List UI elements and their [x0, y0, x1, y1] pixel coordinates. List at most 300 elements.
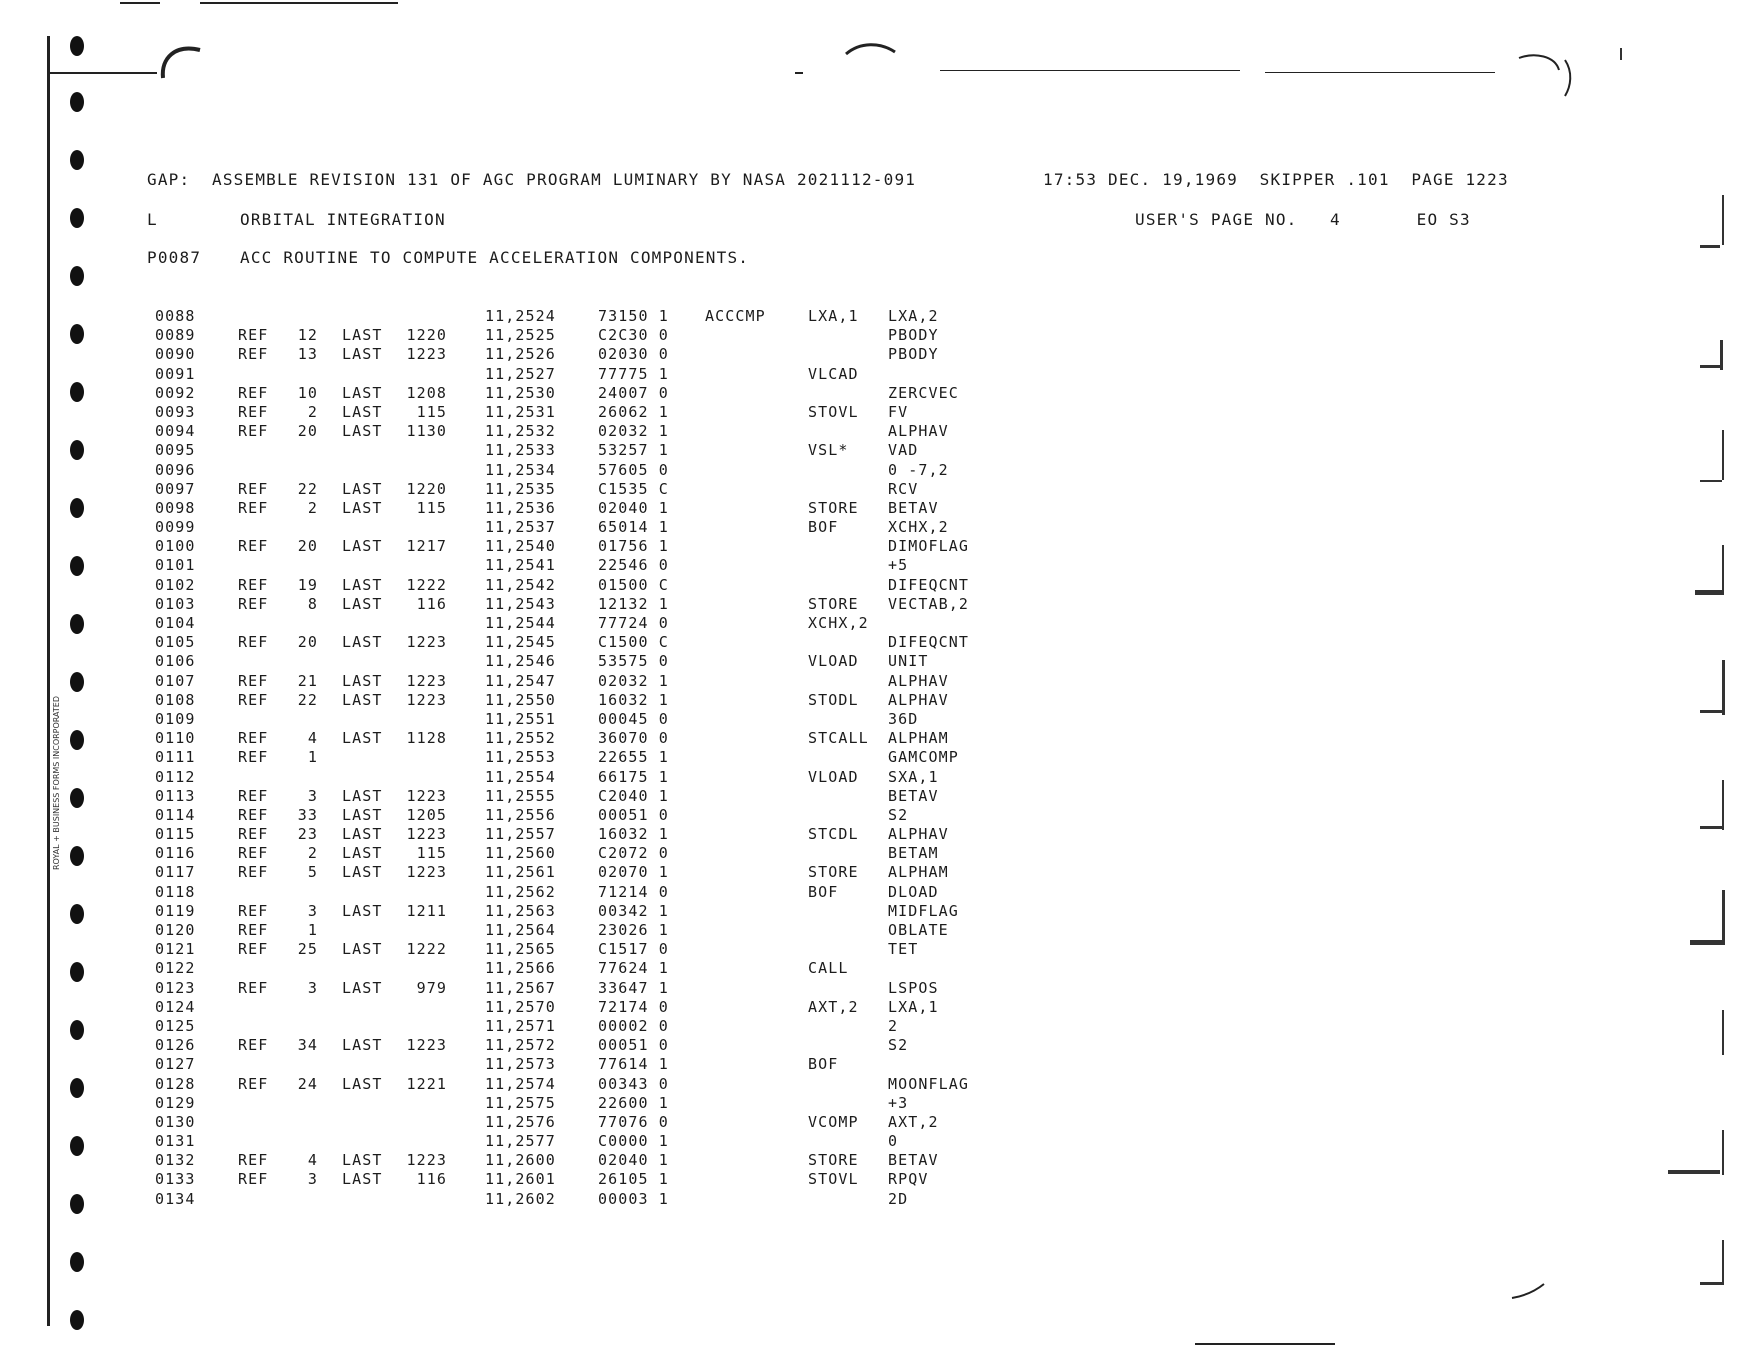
- header-section-letter: L: [147, 210, 158, 229]
- operand: RPQV: [888, 1170, 929, 1189]
- operand: BETAM: [888, 844, 939, 863]
- scan-artifact: [1700, 480, 1722, 482]
- ref-count: 20: [297, 633, 318, 652]
- last-page: 1223: [406, 1151, 447, 1170]
- last-keyword: LAST: [342, 805, 383, 824]
- ref-keyword: REF: [238, 633, 269, 652]
- ref-keyword: REF: [238, 402, 269, 421]
- last-keyword: LAST: [342, 901, 383, 920]
- ref-count: 8: [307, 594, 318, 613]
- opcode: STCDL: [808, 825, 859, 844]
- line-number: 0128: [155, 1074, 196, 1093]
- octal-word: 22600 1: [598, 1093, 669, 1112]
- line-number: 0104: [155, 614, 196, 632]
- last-keyword: LAST: [342, 498, 383, 517]
- octal-word: 16032 1: [598, 690, 669, 709]
- ref-count: 12: [297, 326, 318, 345]
- ref-count: 1: [307, 748, 318, 767]
- feed-hole: [70, 962, 84, 982]
- octal-word: 26062 1: [598, 402, 669, 421]
- feed-hole: [70, 788, 84, 808]
- last-page: 115: [416, 498, 447, 517]
- line-number: 0122: [155, 959, 196, 978]
- line-number: 0113: [155, 786, 196, 805]
- form-imprint: ROYAL + BUSINESS FORMS INCORPORATED: [52, 696, 61, 870]
- line-number: 0115: [155, 825, 196, 844]
- tear-line: [1265, 72, 1495, 73]
- ref-keyword: REF: [238, 690, 269, 709]
- line-number: 0097: [155, 479, 196, 498]
- operand: LXA,2: [888, 307, 939, 325]
- feed-hole: [70, 208, 84, 228]
- last-keyword: LAST: [342, 825, 383, 844]
- memory-address: 11,2574: [485, 1074, 556, 1093]
- last-page: 1223: [406, 671, 447, 690]
- operand: 0: [888, 1132, 899, 1151]
- octal-word: 24007 0: [598, 383, 669, 402]
- octal-word: 16032 1: [598, 825, 669, 844]
- operand: ALPHAV: [888, 671, 949, 690]
- memory-address: 11,2546: [485, 652, 556, 671]
- last-page: 1220: [406, 326, 447, 345]
- opcode: LXA,1: [808, 307, 859, 325]
- ref-keyword: REF: [238, 844, 269, 863]
- memory-address: 11,2552: [485, 729, 556, 748]
- ref-keyword: REF: [238, 575, 269, 594]
- memory-address: 11,2525: [485, 326, 556, 345]
- operand: GAMCOMP: [888, 748, 959, 767]
- operand: OBLATE: [888, 921, 949, 939]
- ref-keyword: REF: [238, 825, 269, 844]
- scan-artifact: [1722, 195, 1724, 245]
- scan-artifact: [1722, 890, 1725, 945]
- feed-hole: [70, 498, 84, 518]
- operand: BETAV: [888, 498, 939, 517]
- last-keyword: LAST: [342, 671, 383, 690]
- last-keyword: LAST: [342, 940, 383, 959]
- paper-curl-mark: [155, 38, 215, 88]
- operand: DLOAD: [888, 882, 939, 901]
- last-page: 979: [416, 978, 447, 997]
- line-number: 0110: [155, 729, 196, 748]
- last-keyword: LAST: [342, 479, 383, 498]
- header-user-page: USER'S PAGE NO. 4 EO S3: [1135, 210, 1471, 229]
- last-keyword: LAST: [342, 402, 383, 421]
- scan-artifact: [1695, 590, 1723, 595]
- operand: DIMOFLAG: [888, 537, 970, 556]
- octal-word: 72174 0: [598, 997, 669, 1016]
- last-page: 1223: [406, 863, 447, 882]
- feed-hole: [70, 846, 84, 866]
- ref-keyword: REF: [238, 498, 269, 517]
- operand: LXA,1: [888, 997, 939, 1016]
- memory-address: 11,2553: [485, 748, 556, 767]
- last-page: 1223: [406, 690, 447, 709]
- octal-word: 01500 C: [598, 575, 669, 594]
- octal-word: C2072 0: [598, 844, 669, 863]
- memory-address: 11,2566: [485, 959, 556, 978]
- paper-curl-mark: [1515, 52, 1575, 102]
- header-date-page: 17:53 DEC. 19,1969 SKIPPER .101 PAGE 1223: [1043, 170, 1509, 189]
- line-number: 0108: [155, 690, 196, 709]
- ref-keyword: REF: [238, 748, 269, 767]
- scan-artifact: [1722, 430, 1724, 480]
- ref-count: 13: [297, 345, 318, 364]
- last-keyword: LAST: [342, 345, 383, 364]
- paper-curl-mark: [840, 38, 900, 78]
- ref-count: 3: [307, 978, 318, 997]
- last-page: 115: [416, 402, 447, 421]
- feed-hole: [70, 556, 84, 576]
- octal-word: 36070 0: [598, 729, 669, 748]
- scan-artifact: [1700, 365, 1722, 368]
- operand: UNIT: [888, 652, 929, 671]
- operand: MOONFLAG: [888, 1074, 970, 1093]
- opcode: VLOAD: [808, 767, 859, 786]
- operand: SXA,1: [888, 767, 939, 786]
- last-page: 1222: [406, 940, 447, 959]
- last-keyword: LAST: [342, 1151, 383, 1170]
- operand: +5: [888, 556, 909, 575]
- memory-address: 11,2570: [485, 997, 556, 1016]
- opcode: CALL: [808, 959, 849, 978]
- ref-count: 3: [307, 1170, 318, 1189]
- feed-hole: [70, 150, 84, 170]
- octal-word: 77614 1: [598, 1055, 669, 1074]
- octal-word: 53575 0: [598, 652, 669, 671]
- octal-word: 65014 1: [598, 518, 669, 537]
- memory-address: 11,2530: [485, 383, 556, 402]
- octal-word: 00002 0: [598, 1016, 669, 1035]
- ref-keyword: REF: [238, 594, 269, 613]
- scan-artifact: [1700, 710, 1722, 713]
- line-number: 0105: [155, 633, 196, 652]
- line-number: 0109: [155, 709, 196, 728]
- memory-address: 11,2572: [485, 1036, 556, 1055]
- ref-count: 20: [297, 537, 318, 556]
- opcode: BOF: [808, 1055, 839, 1074]
- ref-count: 22: [297, 690, 318, 709]
- feed-hole: [70, 1020, 84, 1040]
- operand: S2: [888, 1036, 909, 1055]
- opcode: XCHX,2: [808, 614, 869, 632]
- ref-count: 1: [307, 921, 318, 939]
- memory-address: 11,2561: [485, 863, 556, 882]
- octal-word: 26105 1: [598, 1170, 669, 1189]
- memory-address: 11,2577: [485, 1132, 556, 1151]
- line-number: 0118: [155, 882, 196, 901]
- ref-count: 2: [307, 844, 318, 863]
- memory-address: 11,2571: [485, 1016, 556, 1035]
- octal-word: 02032 1: [598, 422, 669, 441]
- memory-address: 11,2544: [485, 614, 556, 632]
- last-page: 1223: [406, 825, 447, 844]
- feed-hole: [70, 36, 84, 56]
- operand: AXT,2: [888, 1112, 939, 1131]
- line-number: 0126: [155, 1036, 196, 1055]
- feed-hole: [70, 904, 84, 924]
- memory-address: 11,2527: [485, 364, 556, 383]
- last-page: 1220: [406, 479, 447, 498]
- line-number: 0099: [155, 518, 196, 537]
- feed-hole: [70, 92, 84, 112]
- last-page: 116: [416, 1170, 447, 1189]
- opcode: STCALL: [808, 729, 869, 748]
- line-number: 0129: [155, 1093, 196, 1112]
- line-number: 0133: [155, 1170, 196, 1189]
- memory-address: 11,2547: [485, 671, 556, 690]
- last-keyword: LAST: [342, 537, 383, 556]
- memory-address: 11,2545: [485, 633, 556, 652]
- line-number: 0127: [155, 1055, 196, 1074]
- scan-artifact: [1722, 780, 1724, 830]
- ref-count: 2: [307, 402, 318, 421]
- last-page: 1221: [406, 1074, 447, 1093]
- operand: 2D: [888, 1189, 909, 1208]
- line-number: 0095: [155, 441, 196, 460]
- memory-address: 11,2557: [485, 825, 556, 844]
- ref-keyword: REF: [238, 345, 269, 364]
- memory-address: 11,2567: [485, 978, 556, 997]
- octal-word: 77724 0: [598, 614, 669, 632]
- line-number: 0096: [155, 460, 196, 479]
- operand: FV: [888, 402, 909, 421]
- line-number: 0116: [155, 844, 196, 863]
- line-number: 0092: [155, 383, 196, 402]
- scan-artifact: [1690, 940, 1722, 945]
- octal-word: 71214 0: [598, 882, 669, 901]
- octal-word: C1535 C: [598, 479, 669, 498]
- ref-count: 34: [297, 1036, 318, 1055]
- ref-keyword: REF: [238, 1151, 269, 1170]
- line-number: 0106: [155, 652, 196, 671]
- operand: XCHX,2: [888, 518, 949, 537]
- memory-address: 11,2542: [485, 575, 556, 594]
- line-number: 0111: [155, 748, 196, 767]
- operand: DIFEQCNT: [888, 575, 970, 594]
- ref-count: 21: [297, 671, 318, 690]
- operand: ALPHAV: [888, 422, 949, 441]
- memory-address: 11,2555: [485, 786, 556, 805]
- opcode: STORE: [808, 1151, 859, 1170]
- line-number: 0093: [155, 402, 196, 421]
- operand: 2: [888, 1016, 899, 1035]
- last-page: 1217: [406, 537, 447, 556]
- memory-address: 11,2565: [485, 940, 556, 959]
- octal-word: 00051 0: [598, 1036, 669, 1055]
- ref-keyword: REF: [238, 326, 269, 345]
- line-number: 0123: [155, 978, 196, 997]
- line-number: 0094: [155, 422, 196, 441]
- feed-hole: [70, 324, 84, 344]
- feed-hole: [70, 614, 84, 634]
- header-assembly-line: GAP: ASSEMBLE REVISION 131 OF AGC PROGRAM LUMINARY BY NASA 2021112-091: [147, 170, 917, 189]
- ref-count: 3: [307, 901, 318, 920]
- tear-line: [47, 72, 157, 74]
- ref-keyword: REF: [238, 978, 269, 997]
- octal-word: 02032 1: [598, 671, 669, 690]
- operand: 0 -7,2: [888, 460, 949, 479]
- paper-curl-mark: [1510, 1282, 1550, 1302]
- octal-word: 53257 1: [598, 441, 669, 460]
- operand: DIFEQCNT: [888, 633, 970, 652]
- octal-word: 73150 1: [598, 307, 669, 325]
- memory-address: 11,2563: [485, 901, 556, 920]
- operand: BETAV: [888, 786, 939, 805]
- tear-line: [940, 70, 1240, 71]
- scan-artifact: [1620, 48, 1622, 60]
- memory-address: 11,2532: [485, 422, 556, 441]
- opcode: STODL: [808, 690, 859, 709]
- last-page: 1128: [406, 729, 447, 748]
- octal-word: 33647 1: [598, 978, 669, 997]
- line-number: 0119: [155, 901, 196, 920]
- ref-keyword: REF: [238, 1074, 269, 1093]
- line-number: 0100: [155, 537, 196, 556]
- opcode: VCOMP: [808, 1112, 859, 1131]
- octal-word: 77624 1: [598, 959, 669, 978]
- memory-address: 11,2601: [485, 1170, 556, 1189]
- ref-count: 20: [297, 422, 318, 441]
- memory-address: 11,2550: [485, 690, 556, 709]
- opcode: VLCAD: [808, 364, 859, 383]
- memory-address: 11,2564: [485, 921, 556, 939]
- octal-word: 22655 1: [598, 748, 669, 767]
- octal-word: 02030 0: [598, 345, 669, 364]
- line-number: 0121: [155, 940, 196, 959]
- opcode: BOF: [808, 518, 839, 537]
- ref-count: 5: [307, 863, 318, 882]
- ref-keyword: REF: [238, 479, 269, 498]
- ref-count: 4: [307, 729, 318, 748]
- memory-address: 11,2573: [485, 1055, 556, 1074]
- memory-address: 11,2575: [485, 1093, 556, 1112]
- ref-count: 24: [297, 1074, 318, 1093]
- operand: ALPHAV: [888, 690, 949, 709]
- line-number: 0124: [155, 997, 196, 1016]
- ref-keyword: REF: [238, 1170, 269, 1189]
- memory-address: 11,2526: [485, 345, 556, 364]
- line-number: 0114: [155, 805, 196, 824]
- memory-address: 11,2533: [485, 441, 556, 460]
- scan-artifact: [1722, 660, 1725, 715]
- opcode: STOVL: [808, 402, 859, 421]
- octal-word: 00343 0: [598, 1074, 669, 1093]
- last-keyword: LAST: [342, 383, 383, 402]
- operand: PBODY: [888, 326, 939, 345]
- last-keyword: LAST: [342, 594, 383, 613]
- line-number: 0134: [155, 1189, 196, 1208]
- line-number: 0117: [155, 863, 196, 882]
- memory-address: 11,2537: [485, 518, 556, 537]
- operand: ALPHAM: [888, 863, 949, 882]
- operand: ALPHAV: [888, 825, 949, 844]
- operand: VAD: [888, 441, 919, 460]
- symbol-label: ACCCMP: [705, 307, 766, 325]
- last-page: 1223: [406, 786, 447, 805]
- last-keyword: LAST: [342, 690, 383, 709]
- last-keyword: LAST: [342, 633, 383, 652]
- memory-address: 11,2531: [485, 402, 556, 421]
- octal-word: C2040 1: [598, 786, 669, 805]
- ref-keyword: REF: [238, 1036, 269, 1055]
- memory-address: 11,2535: [485, 479, 556, 498]
- feed-hole: [70, 1078, 84, 1098]
- memory-address: 11,2541: [485, 556, 556, 575]
- line-number: 0089: [155, 326, 196, 345]
- octal-word: 02040 1: [598, 1151, 669, 1170]
- opcode: BOF: [808, 882, 839, 901]
- memory-address: 11,2540: [485, 537, 556, 556]
- last-page: 1223: [406, 633, 447, 652]
- memory-address: 11,2562: [485, 882, 556, 901]
- octal-word: 02070 1: [598, 863, 669, 882]
- feed-hole: [70, 730, 84, 750]
- ref-keyword: REF: [238, 901, 269, 920]
- header-page-number: P0087: [147, 248, 202, 267]
- memory-address: 11,2560: [485, 844, 556, 863]
- operand: TET: [888, 940, 919, 959]
- line-number: 0107: [155, 671, 196, 690]
- tear-line: [795, 72, 803, 74]
- octal-word: C2C30 0: [598, 326, 669, 345]
- last-keyword: LAST: [342, 844, 383, 863]
- operand: S2: [888, 805, 909, 824]
- line-number: 0131: [155, 1132, 196, 1151]
- ref-keyword: REF: [238, 921, 269, 939]
- opcode: VLOAD: [808, 652, 859, 671]
- octal-word: 22546 0: [598, 556, 669, 575]
- ref-count: 10: [297, 383, 318, 402]
- header-routine-comment: ACC ROUTINE TO COMPUTE ACCELERATION COMPONENTS.: [240, 248, 750, 267]
- memory-address: 11,2554: [485, 767, 556, 786]
- octal-word: 23026 1: [598, 921, 669, 939]
- ref-count: 3: [307, 786, 318, 805]
- opcode: STORE: [808, 863, 859, 882]
- feed-hole: [70, 440, 84, 460]
- feed-hole: [70, 266, 84, 286]
- operand: RCV: [888, 479, 919, 498]
- last-keyword: LAST: [342, 1170, 383, 1189]
- memory-address: 11,2556: [485, 805, 556, 824]
- scan-artifact: [1722, 1240, 1724, 1285]
- memory-address: 11,2536: [485, 498, 556, 517]
- top-edge-line: [120, 2, 160, 4]
- last-keyword: LAST: [342, 729, 383, 748]
- last-keyword: LAST: [342, 575, 383, 594]
- last-page: 116: [416, 594, 447, 613]
- ref-count: 23: [297, 825, 318, 844]
- line-number: 0120: [155, 921, 196, 939]
- feed-hole: [70, 382, 84, 402]
- left-margin-line: [47, 36, 50, 1326]
- ref-keyword: REF: [238, 383, 269, 402]
- octal-word: 00003 1: [598, 1189, 669, 1208]
- line-number: 0130: [155, 1112, 196, 1131]
- memory-address: 11,2551: [485, 709, 556, 728]
- ref-count: 25: [297, 940, 318, 959]
- operand: MIDFLAG: [888, 901, 959, 920]
- memory-address: 11,2524: [485, 307, 556, 325]
- memory-address: 11,2600: [485, 1151, 556, 1170]
- line-number: 0103: [155, 594, 196, 613]
- feed-hole: [70, 1252, 84, 1272]
- octal-word: C1517 0: [598, 940, 669, 959]
- operand: 36D: [888, 709, 919, 728]
- last-keyword: LAST: [342, 978, 383, 997]
- operand: ZERCVEC: [888, 383, 959, 402]
- top-edge-line: [200, 2, 398, 4]
